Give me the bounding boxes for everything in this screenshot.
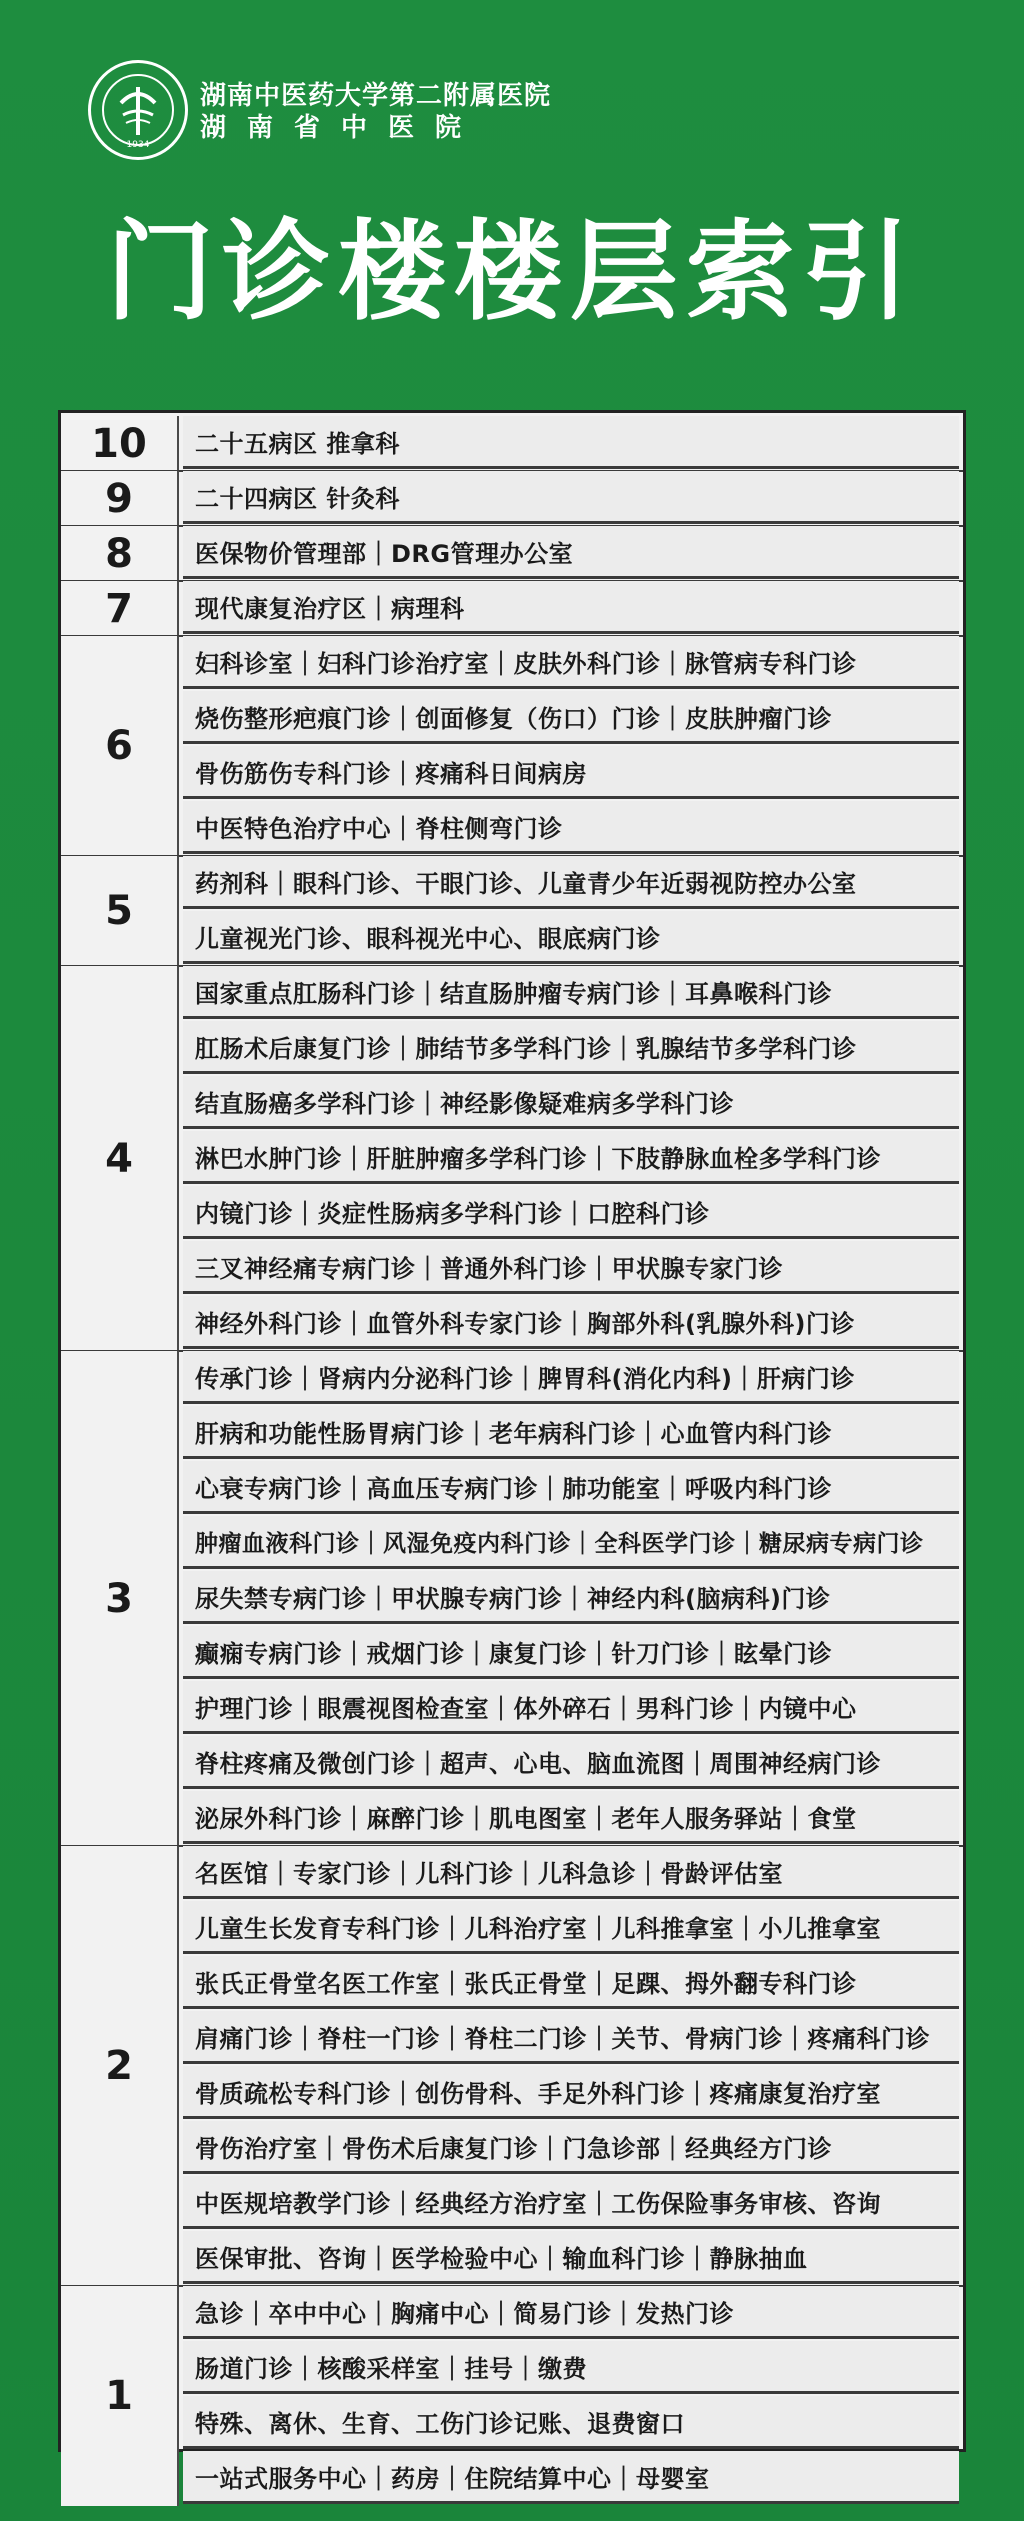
department-row: 二十四病区 针灸科 — [183, 471, 959, 524]
department-row: 淋巴水肿门诊｜肝脏肿瘤多学科门诊｜下肢静脉血栓多学科门诊 — [183, 1131, 959, 1184]
department-row: 中医规培教学门诊｜经典经方治疗室｜工伤保险事务审核、咨询 — [183, 2176, 959, 2229]
department-row: 癫痫专病门诊｜戒烟门诊｜康复门诊｜针刀门诊｜眩晕门诊 — [183, 1626, 959, 1679]
department-row: 肿瘤血液科门诊｜风湿免疫内科门诊｜全科医学门诊｜糖尿病专病门诊 — [183, 1516, 959, 1569]
department-row: 结直肠癌多学科门诊｜神经影像疑难病多学科门诊 — [183, 1076, 959, 1129]
department-row: 儿童视光门诊、眼科视光中心、眼底病门诊 — [183, 911, 959, 964]
floor-group-7 — [61, 581, 963, 636]
department-row: 烧伤整形疤痕门诊｜创面修复（伤口）门诊｜皮肤肿瘤门诊 — [183, 691, 959, 744]
logo-emblem-icon — [91, 63, 185, 157]
floor-group-10 — [61, 416, 963, 471]
department-row: 肠道门诊｜核酸采样室｜挂号｜缴费 — [183, 2341, 959, 2394]
floor-number: 5 — [61, 856, 179, 966]
department-row: 骨质疏松专科门诊｜创伤骨科、手足外科门诊｜疼痛康复治疗室 — [183, 2066, 959, 2119]
department-row: 一站式服务中心｜药房｜住院结算中心｜母婴室 — [183, 2451, 959, 2504]
floor-group-8 — [61, 526, 963, 581]
floor-group-9 — [61, 471, 963, 526]
department-row: 特殊、离休、生育、工伤门诊记账、退费窗口 — [183, 2396, 959, 2449]
floor-number: 6 — [61, 636, 179, 856]
department-row: 张氏正骨堂名医工作室｜张氏正骨堂｜足踝、拇外翻专科门诊 — [183, 1956, 959, 2009]
department-row: 急诊｜卒中中心｜胸痛中心｜简易门诊｜发热门诊 — [183, 2286, 959, 2339]
hospital-name-line2: 湖南省中医院 — [200, 113, 483, 143]
department-row: 医保审批、咨询｜医学检验中心｜输血科门诊｜静脉抽血 — [183, 2231, 959, 2284]
floor-number: 10 — [61, 416, 179, 471]
department-row: 肛肠术后康复门诊｜肺结节多学科门诊｜乳腺结节多学科门诊 — [183, 1021, 959, 1074]
logo-year: 1934 — [126, 140, 150, 150]
department-row: 名医馆｜专家门诊｜儿科门诊｜儿科急诊｜骨龄评估室 — [183, 1846, 959, 1899]
floor-group-4 — [61, 966, 963, 1351]
floor-group-2 — [61, 1846, 963, 2286]
floor-number: 7 — [61, 581, 179, 636]
floor-number: 8 — [61, 526, 179, 581]
department-row: 脊柱疼痛及微创门诊｜超声、心电、脑血流图｜周围神经病门诊 — [183, 1736, 959, 1789]
department-row: 尿失禁专病门诊｜甲状腺专病门诊｜神经内科(脑病科)门诊 — [183, 1571, 959, 1624]
floor-group-1 — [61, 2286, 963, 2506]
department-row: 骨伤治疗室｜骨伤术后康复门诊｜门急诊部｜经典经方门诊 — [183, 2121, 959, 2174]
department-row: 肝病和功能性肠胃病门诊｜老年病科门诊｜心血管内科门诊 — [183, 1406, 959, 1459]
floor-number: 1 — [61, 2286, 179, 2506]
department-row: 现代康复治疗区｜病理科 — [183, 581, 959, 634]
hospital-logo — [88, 60, 188, 160]
department-row: 中医特色治疗中心｜脊柱侧弯门诊 — [183, 801, 959, 854]
department-row: 妇科诊室｜妇科门诊治疗室｜皮肤外科门诊｜脉管病专科门诊 — [183, 636, 959, 689]
header — [0, 0, 1024, 410]
hospital-name-line1: 湖南中医药大学第二附属医院 — [200, 81, 552, 111]
department-row: 传承门诊｜肾病内分泌科门诊｜脾胃科(消化内科)｜肝病门诊 — [183, 1351, 959, 1404]
department-row: 药剂科｜眼科门诊、干眼门诊、儿童青少年近弱视防控办公室 — [183, 856, 959, 909]
department-row: 三叉神经痛专病门诊｜普通外科门诊｜甲状腺专家门诊 — [183, 1241, 959, 1294]
floor-group-3 — [61, 1351, 963, 1846]
department-row: 心衰专病门诊｜高血压专病门诊｜肺功能室｜呼吸内科门诊 — [183, 1461, 959, 1514]
floor-group-6 — [61, 636, 963, 856]
department-row: 泌尿外科门诊｜麻醉门诊｜肌电图室｜老年人服务驿站｜食堂 — [183, 1791, 959, 1844]
hospital-name — [200, 80, 551, 144]
floor-number: 9 — [61, 471, 179, 526]
department-row: 神经外科门诊｜血管外科专家门诊｜胸部外科(乳腺外科)门诊 — [183, 1296, 959, 1349]
floor-group-5 — [61, 856, 963, 966]
department-row: 儿童生长发育专科门诊｜儿科治疗室｜儿科推拿室｜小儿推拿室 — [183, 1901, 959, 1954]
floor-number: 2 — [61, 1846, 179, 2286]
department-row: 国家重点肛肠科门诊｜结直肠肿瘤专病门诊｜耳鼻喉科门诊 — [183, 966, 959, 1019]
department-row: 内镜门诊｜炎症性肠病多学科门诊｜口腔科门诊 — [183, 1186, 959, 1239]
department-row: 二十五病区 推拿科 — [183, 416, 959, 469]
floor-number: 4 — [61, 966, 179, 1351]
page-title: 门诊楼楼层索引 — [105, 210, 918, 335]
department-row: 医保物价管理部｜DRG管理办公室 — [183, 526, 959, 579]
department-row: 骨伤筋伤专科门诊｜疼痛科日间病房 — [183, 746, 959, 799]
floor-number: 3 — [61, 1351, 179, 1846]
floor-index-board — [58, 410, 966, 2493]
department-row: 护理门诊｜眼震视图检查室｜体外碎石｜男科门诊｜内镜中心 — [183, 1681, 959, 1734]
department-row: 肩痛门诊｜脊柱一门诊｜脊柱二门诊｜关节、骨病门诊｜疼痛科门诊 — [183, 2011, 959, 2064]
